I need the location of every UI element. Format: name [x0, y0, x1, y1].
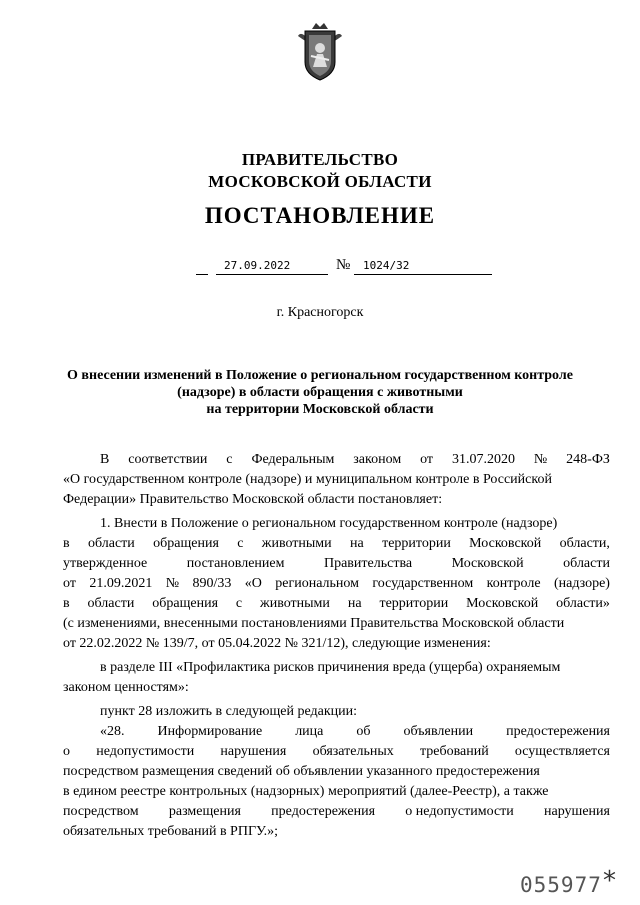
- body-line: «О государственном контроле (надзоре) и муниципальном контроле в Российской: [63, 472, 552, 487]
- body-line: В соответствии с Федеральным законом от 31.07.2020 № 248-ФЗ: [100, 452, 610, 467]
- city: г. Красногорск: [276, 305, 364, 320]
- coat-of-arms-icon: [297, 20, 343, 82]
- body-line: в области обращения с животными на территории Московской области,: [63, 536, 610, 551]
- date-underline-short: [196, 274, 208, 275]
- body-line: о недопустимости нарушения обязательных требований осуществляется: [63, 744, 610, 759]
- document-type: ПОСТАНОВЛЕНИЕ: [204, 203, 436, 228]
- org-name-line1: ПРАВИТЕЛЬСТВО: [241, 150, 399, 169]
- document-date: 27.09.2022: [224, 259, 291, 272]
- body-line: пункт 28 изложить в следующей редакции:: [100, 704, 357, 719]
- body-line: обязательных требований в РПГУ.»;: [63, 824, 279, 839]
- title-line: на территории Московской области: [206, 402, 434, 417]
- date-underline: [216, 274, 328, 275]
- body-line: в едином реестре контрольных (надзорных) мероприятий (далее-Реестр), а также: [63, 784, 549, 799]
- number-underline: [354, 274, 492, 275]
- registration-mark: *: [603, 866, 616, 896]
- body-line: законом ценностям»:: [63, 680, 189, 695]
- body-line: посредством размещения сведений об объявлении указанного предостережения: [63, 764, 540, 779]
- org-name-line2: МОСКОВСКОЙ ОБЛАСТИ: [208, 172, 432, 191]
- body-line: утвержденное постановлением Правительства Московской области: [63, 556, 610, 571]
- body-line: 1. Внести в Положение о региональном государственном контроле (надзоре): [100, 516, 558, 531]
- body-line: в области обращения с животными на территории Московской области»: [63, 596, 610, 611]
- body-line: Федерации» Правительство Московской области постановляет:: [63, 492, 443, 507]
- date-number-line: [196, 258, 636, 278]
- number-sign: №: [336, 257, 351, 273]
- body-line: от 22.02.2022 № 139/7, от 05.04.2022 № 321/12), следующие изменения:: [63, 636, 491, 651]
- body-line: от 21.09.2021 № 890/33 «О региональном государственном контроле (надзоре): [63, 576, 610, 591]
- body-line: (с изменениями, внесенными постановлениями Правительства Московской области: [63, 616, 565, 631]
- document-number: 1024/32: [363, 259, 410, 272]
- body-line: в разделе III «Профилактика рисков причинения вреда (ущерба) охраняемым: [100, 660, 561, 675]
- title-line: (надзоре) в области обращения с животными: [177, 385, 463, 400]
- body-line: посредством размещения предостережения о недопустимости нарушения: [63, 804, 610, 819]
- title-line: О внесении изменений в Положение о региональном государственном контроле: [67, 368, 573, 383]
- body-line: «28. Информирование лица об объявлении предостережения: [100, 724, 610, 739]
- registration-number: 055977: [520, 873, 602, 897]
